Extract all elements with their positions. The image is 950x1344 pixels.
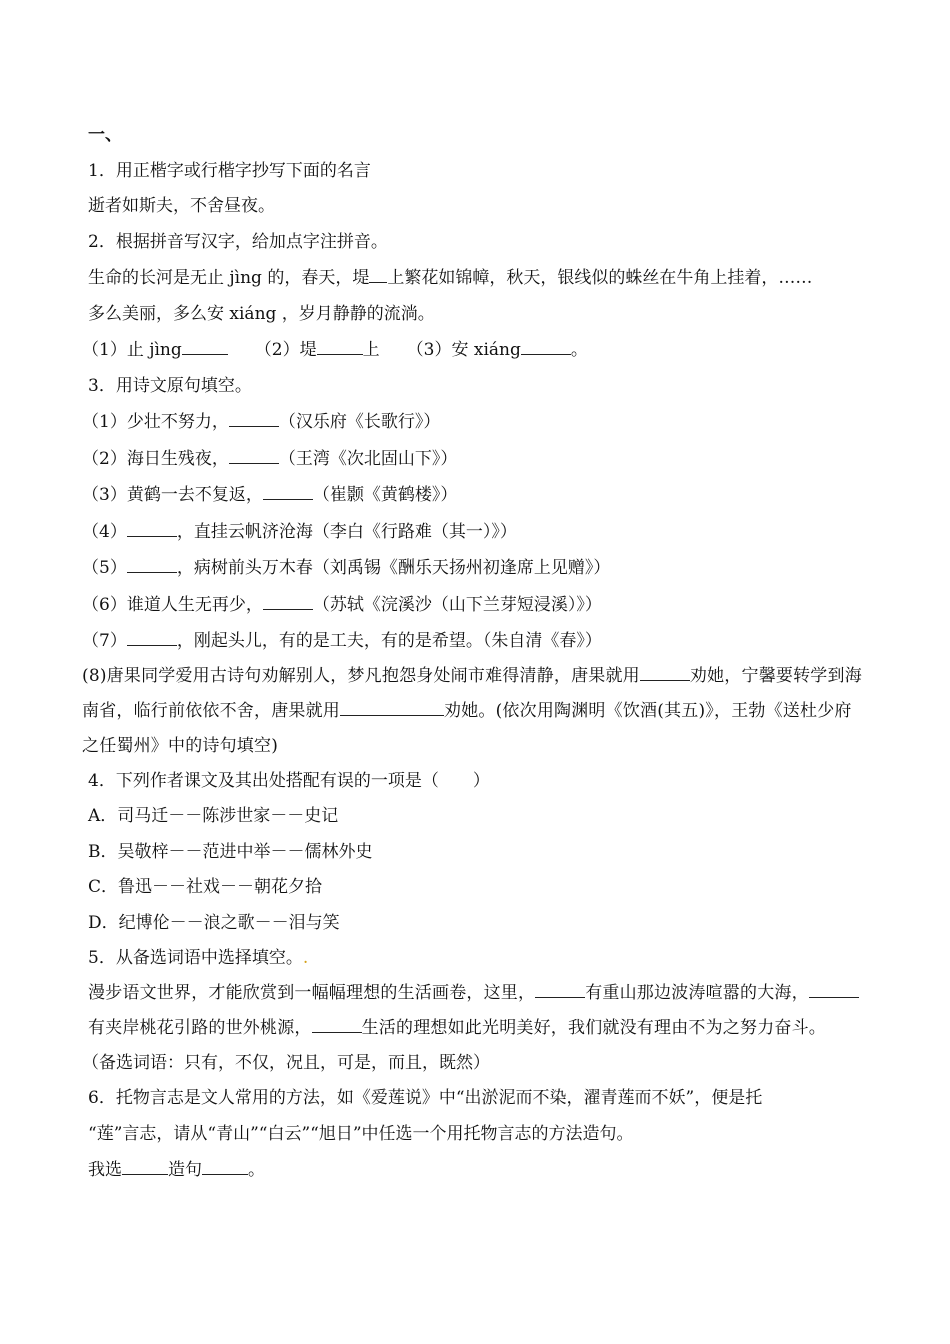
section-title: 一、 — [88, 125, 122, 145]
q6-sentence-blank[interactable] — [202, 1158, 248, 1175]
q5-dot-mark: . — [302, 948, 309, 968]
q3-item-5-before: （5） — [82, 558, 127, 578]
q6-prompt-line2: “莲”言志，请从“青山”“白云”“旭日”中任选一个用托物言志的方法造句。 — [88, 1123, 634, 1144]
q2-passage-1b: 上繁花如锦幛，秋天，银线似的蛛丝在牛角上挂着，…… — [387, 268, 813, 288]
q5-passage-part1: 漫步语文世界，才能欣赏到一幅幅理想的生活画卷，这里， — [88, 982, 536, 1003]
q6-prompt-line1: 6．托物言志是文人常用的方法，如《爱莲说》中“出淤泥而不染，濯青莲而不妖”，便是托 — [88, 1088, 763, 1108]
q4-option-a[interactable]: A．司马迁－－陈涉世家－－史记 — [88, 806, 339, 826]
q5-passage-part4: 生活的理想如此光明美好，我们就没有理由不为之努力奋斗。 — [361, 1017, 827, 1038]
q3-item-3 — [82, 483, 868, 506]
q2-answer-2-label: （2）堤 — [254, 340, 317, 360]
q1-prompt: 1．用正楷字或行楷字抄写下面的名言 — [88, 160, 371, 181]
q5-blank-1[interactable] — [535, 981, 585, 998]
q3-item-3-before: （3）黄鹤一去不复返， — [82, 485, 263, 505]
q3-item-1 — [82, 410, 868, 433]
q2-answer-3-blank[interactable] — [521, 338, 571, 355]
q5-passage — [88, 976, 868, 1046]
q2-passage-line1 — [88, 266, 868, 289]
q3-item-4-after: ，直挂云帆济沧海（李白《行路难（其一）》） — [176, 521, 517, 542]
q2-dotted-char-blank[interactable] — [369, 266, 387, 283]
q3-prompt: 3．用诗文原句填空。 — [88, 375, 252, 396]
q5-blank-3[interactable] — [312, 1016, 362, 1033]
exam-page — [82, 124, 868, 1195]
q3-item-7 — [82, 629, 868, 652]
q3-item-2 — [82, 447, 868, 470]
q3-item-3-blank[interactable] — [263, 483, 313, 500]
q2-prompt: 2．根据拼音写汉字，给加点字注拼音。 — [88, 231, 388, 252]
q3-item-6-after: （苏轼《浣溪沙（山下兰芽短浸溪）》） — [312, 594, 602, 615]
q3-item-6-before: （6）谁道人生无再少， — [82, 594, 263, 615]
q3-item-7-before: （7） — [82, 631, 127, 651]
q3-item-8-blank-2[interactable] — [340, 699, 444, 716]
q2-answer-3-end: 。 — [570, 340, 588, 360]
q2-answer-2-after: 上 — [362, 340, 380, 360]
q2-answer-1-blank[interactable] — [182, 338, 228, 355]
q3-item-8-part2: 劝她，宁馨要转学到海南省，临行前依依不舍，唐果就用 — [82, 665, 862, 721]
q3-item-5-after: ，病树前头万木春（刘禹锡《酬乐天扬州初逢席上见赠》） — [176, 558, 611, 578]
q3-item-6 — [82, 593, 868, 616]
q2-answer-3-label: （3）安 xiáng — [406, 340, 521, 360]
q3-item-5-blank[interactable] — [127, 556, 177, 573]
q3-item-7-blank[interactable] — [127, 629, 177, 646]
q2-answer-2-blank[interactable] — [317, 338, 363, 355]
q2-passage-1a: 生命的长河是无止 jìng 的，春天，堤 — [88, 268, 370, 288]
q5-options-note: （备选词语：只有，不仅，况且，可是，而且，既然） — [82, 1052, 490, 1073]
q2-answer-1-label: （1）止 jìng — [82, 340, 182, 360]
q3-item-2-before: （2）海日生残夜， — [82, 448, 229, 469]
q3-item-5 — [82, 556, 868, 579]
q3-item-1-blank[interactable] — [229, 410, 279, 427]
q2-passage-line2: 多么美丽，多么安 xiáng ，岁月静静的流淌。 — [88, 303, 435, 324]
q6-choose-blank[interactable] — [122, 1158, 168, 1175]
q3-item-8-blank-1[interactable] — [640, 664, 690, 681]
q4-option-c[interactable]: C．鲁迅－－社戏－－朝花夕拾 — [88, 877, 323, 897]
q5-prompt: 5．从备选词语中选择填空。 — [88, 948, 303, 968]
q6-end: 。 — [248, 1160, 265, 1180]
q4-prompt: 4．下列作者课文及其出处搭配有误的一项是（ ） — [88, 770, 490, 791]
q5-passage-part3: 有夹岸桃花引路的世外桃源， — [88, 1017, 312, 1038]
q3-item-7-after: ，刚起头儿，有的是工夫，有的是希望。（朱自清《春》） — [176, 631, 602, 651]
q5-prompt-line — [88, 947, 868, 969]
q3-item-2-blank[interactable] — [229, 447, 279, 464]
q3-item-2-after: （王湾《次北固山下》） — [278, 448, 458, 469]
q3-item-4-blank[interactable] — [127, 520, 177, 537]
q3-item-4 — [82, 520, 868, 543]
q5-blank-2[interactable] — [809, 981, 859, 998]
q4-option-d[interactable]: D．纪博伦－－浪之歌－－泪与笑 — [88, 912, 340, 933]
q3-item-8 — [82, 659, 868, 764]
q3-item-8-part1: (8)唐果同学爱用古诗句劝解别人，梦凡抱怨身处闹市难得清静，唐果就用 — [82, 665, 640, 686]
q1-quote: 逝者如斯夫，不舍昼夜。 — [88, 196, 275, 216]
q6-sentence-label: 造句 — [168, 1160, 202, 1180]
q3-item-8-part3: 劝她。(依次用陶渊明《饮酒(其五)》，王勃《送杜少府之任蜀州》中的诗句填空) — [82, 700, 852, 756]
q3-item-1-after: （汉乐府《长歌行》） — [278, 412, 441, 432]
q4-option-b[interactable]: B．吴敬梓－－范进中举－－儒林外史 — [88, 841, 373, 862]
q3-item-4-before: （4） — [82, 521, 127, 542]
q6-choose-label: 我选 — [88, 1160, 122, 1180]
q3-item-3-after: （崔颢《黄鹤楼》） — [312, 485, 458, 505]
q5-passage-part2: 有重山那边波涛喧嚣的大海， — [585, 982, 809, 1003]
q3-item-1-before: （1）少壮不努力， — [82, 412, 229, 432]
q2-answers — [82, 338, 868, 361]
q3-item-6-blank[interactable] — [263, 593, 313, 610]
q6-answer-line — [88, 1158, 868, 1181]
